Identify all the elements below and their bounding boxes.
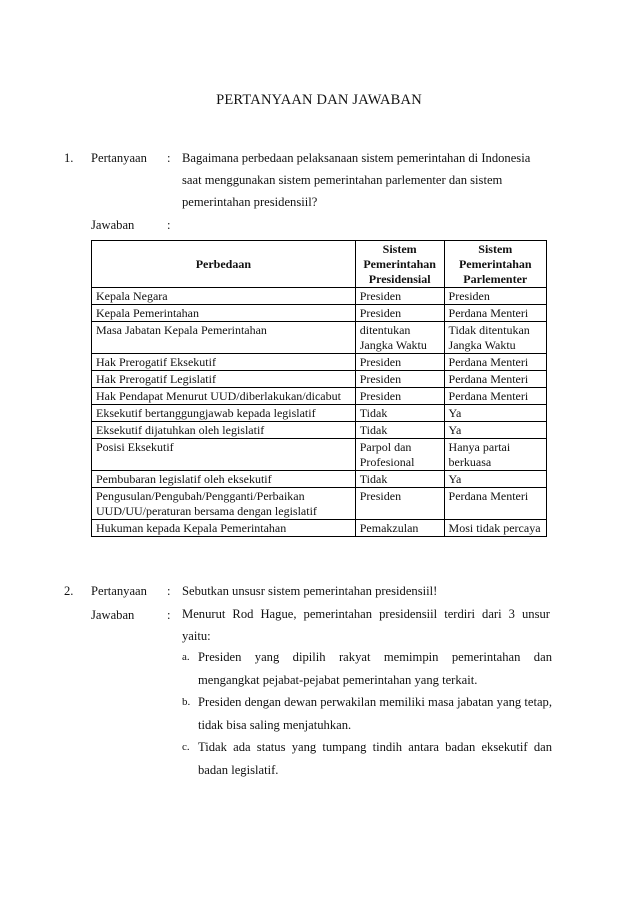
table-row	[92, 422, 547, 439]
list-marker: c.	[182, 741, 190, 753]
table-cell: Perdana Menteri	[444, 305, 546, 322]
table-cell: Ya	[444, 471, 546, 488]
table-cell: Presiden	[355, 371, 444, 388]
table-header-row	[92, 241, 547, 288]
q2-question-colon: :	[167, 584, 171, 598]
list-item-text: Presiden yang dipilih rakyat memimpin pemerintahan dan mengangkat pejabat-pejabat pemerintahan yang terkait.	[198, 650, 552, 687]
q1-question-colon: :	[167, 151, 171, 165]
table-cell: Ya	[444, 405, 546, 422]
list-marker: a.	[182, 651, 190, 663]
list-item-text: Tidak ada status yang tumpang tindih antara badan eksekutif dan badan legislatif.	[198, 740, 552, 777]
table-cell: Pengusulan/Pengubah/Pengganti/Perbaikan UUD/UU/peraturan bersama dengan legislatif	[92, 488, 356, 520]
table-cell: Kepala Negara	[92, 288, 356, 305]
table-cell: Perdana Menteri	[444, 488, 546, 520]
q2-answer-intro: Menurut Rod Hague, pemerintahan presidensiil terdiri dari 3 unsur yaitu:	[182, 607, 550, 643]
q2-question-label: Pertanyaan	[91, 584, 147, 598]
q1-question-label: Pertanyaan	[91, 151, 147, 165]
table-row	[92, 405, 547, 422]
list-item-text: Presiden dengan dewan perwakilan memiliki masa jabatan yang tetap, tidak bisa saling menjatuhkan.	[198, 695, 552, 732]
table-row	[92, 488, 547, 520]
table-row	[92, 288, 547, 305]
q1-question-line: saat menggunakan sistem pemerintahan parlementer dan sistem	[182, 173, 503, 187]
table-row	[92, 471, 547, 488]
q1-answer-colon: :	[167, 218, 171, 232]
table-cell: Eksekutif dijatuhkan oleh legislatif	[92, 422, 356, 439]
table-cell: ditentukan Jangka Waktu	[355, 322, 444, 354]
table-cell: Pemakzulan	[355, 520, 444, 537]
q1-question-line: pemerintahan presidensiil?	[182, 195, 318, 209]
table-cell: Kepala Pemerintahan	[92, 305, 356, 322]
table-cell: Tidak	[355, 422, 444, 439]
list-item	[182, 646, 552, 692]
table-cell: Masa Jabatan Kepala Pemerintahan	[92, 322, 356, 354]
table-cell: Tidak	[355, 405, 444, 422]
table-cell: Perdana Menteri	[444, 354, 546, 371]
table-cell: Eksekutif bertanggungjawab kepada legislatif	[92, 405, 356, 422]
table-row	[92, 354, 547, 371]
q1-question-line: Bagaimana perbedaan pelaksanaan sistem pemerintahan di Indonesia	[182, 151, 531, 165]
table-cell: Hak Pendapat Menurut UUD/diberlakukan/dicabut	[92, 388, 356, 405]
table-cell: Presiden	[444, 288, 546, 305]
table-cell: Hukuman kepada Kepala Pemerintahan	[92, 520, 356, 537]
table-header-cell: Sistem Pemerintahan Parlementer	[444, 241, 546, 288]
q1-question-text	[182, 147, 552, 213]
table-cell: Tidak	[355, 471, 444, 488]
q2-answer-label: Jawaban	[91, 608, 135, 622]
q1-number: 1.	[64, 151, 74, 165]
q2-question-text: Sebutkan unsusr sistem pemerintahan presidensiil!	[182, 584, 438, 598]
comparison-table	[91, 240, 547, 537]
table-cell: Ya	[444, 422, 546, 439]
q1-answer-label: Jawaban	[91, 218, 135, 232]
table-header-cell: Perbedaan	[92, 241, 356, 288]
table-header-cell: Sistem Pemerintahan Presidensial	[355, 241, 444, 288]
table-cell: Tidak ditentukan Jangka Waktu	[444, 322, 546, 354]
table-cell: Hak Prerogatif Legislatif	[92, 371, 356, 388]
table-cell: Presiden	[355, 354, 444, 371]
table-row	[92, 520, 547, 537]
table-cell: Presiden	[355, 305, 444, 322]
table-cell: Pembubaran legislatif oleh eksekutif	[92, 471, 356, 488]
list-item	[182, 736, 552, 782]
list-marker: b.	[182, 696, 191, 708]
table-cell: Perdana Menteri	[444, 371, 546, 388]
table-row	[92, 439, 547, 471]
table-cell: Hanya partai berkuasa	[444, 439, 546, 471]
table-row	[92, 305, 547, 322]
page-title: PERTANYAAN DAN JAWABAN	[216, 92, 422, 108]
table-cell: Parpol dan Profesional	[355, 439, 444, 471]
table-cell: Presiden	[355, 388, 444, 405]
table-cell: Mosi tidak percaya	[444, 520, 546, 537]
table-cell: Perdana Menteri	[444, 388, 546, 405]
table-row	[92, 322, 547, 354]
q2-number: 2.	[64, 584, 74, 598]
q2-answer-colon: :	[167, 608, 171, 622]
table-cell: Posisi Eksekutif	[92, 439, 356, 471]
table-cell: Presiden	[355, 488, 444, 520]
table-row	[92, 371, 547, 388]
list-item	[182, 691, 552, 737]
table-cell: Hak Prerogatif Eksekutif	[92, 354, 356, 371]
table-row	[92, 388, 547, 405]
table-cell: Presiden	[355, 288, 444, 305]
